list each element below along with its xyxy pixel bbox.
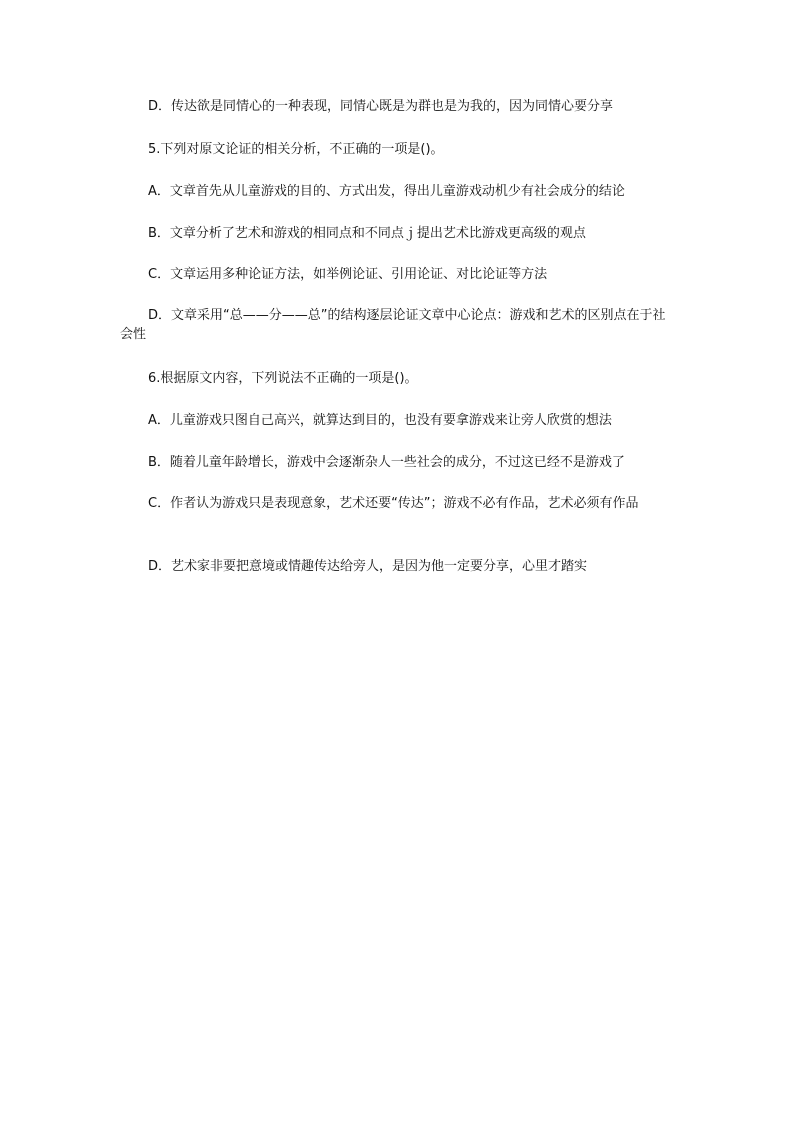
paragraph-text: 6.根据原文内容，下列说法不正确的一项是()。	[148, 371, 418, 386]
q6-option-b	[120, 453, 676, 472]
q5-option-a	[120, 182, 676, 201]
q5-option-c	[120, 265, 676, 284]
q6-option-d	[120, 557, 676, 576]
paragraph-text: D．艺术家非要把意境或情趣传达给旁人，是因为他一定要分享，心里才踏实	[148, 559, 588, 574]
q5-option-b	[120, 224, 676, 243]
paragraph-text: A．儿童游戏只图自己高兴，就算达到目的，也没有要拿游戏来让旁人欣赏的想法	[148, 413, 612, 428]
paragraph-text: B．文章分析了艺术和游戏的相同点和不同点ｊ提出艺术比游戏更高级的观点	[148, 226, 586, 241]
paragraph-text: A．文章首先从儿童游戏的目的、方式出发，得出儿童游戏动机少有社会成分的结论	[148, 184, 625, 199]
paragraph-text: B．随着儿童年龄增长，游戏中会逐渐杂人一些社会的成分，不过这已经不是游戏了	[148, 455, 625, 470]
paragraph-option-d-previous	[120, 97, 676, 116]
question-6	[120, 369, 676, 388]
q6-option-a	[120, 411, 676, 430]
paragraph-text: 5.下列对原文论证的相关分析，不正确的一项是()。	[148, 142, 444, 157]
paragraph-text: D．传达欲是同情心的一种表现，同情心既是为群也是为我的，因为同情心要分享	[148, 99, 614, 114]
q6-option-c	[120, 494, 676, 513]
paragraph-text: C．作者认为游戏只是表现意象，艺术还要“传达”；游戏不必有作品，艺术必须有作品	[148, 496, 639, 511]
paragraph-text: C．文章运用多种论证方法，如举例论证、引用论证、对比论证等方法	[148, 267, 548, 282]
question-5	[120, 140, 676, 159]
paragraph-text: D．文章采用“总——分——总”的结构逐层论证文章中心论点：游戏和艺术的区别点在于社会性	[120, 308, 666, 342]
q5-option-d	[120, 306, 676, 344]
